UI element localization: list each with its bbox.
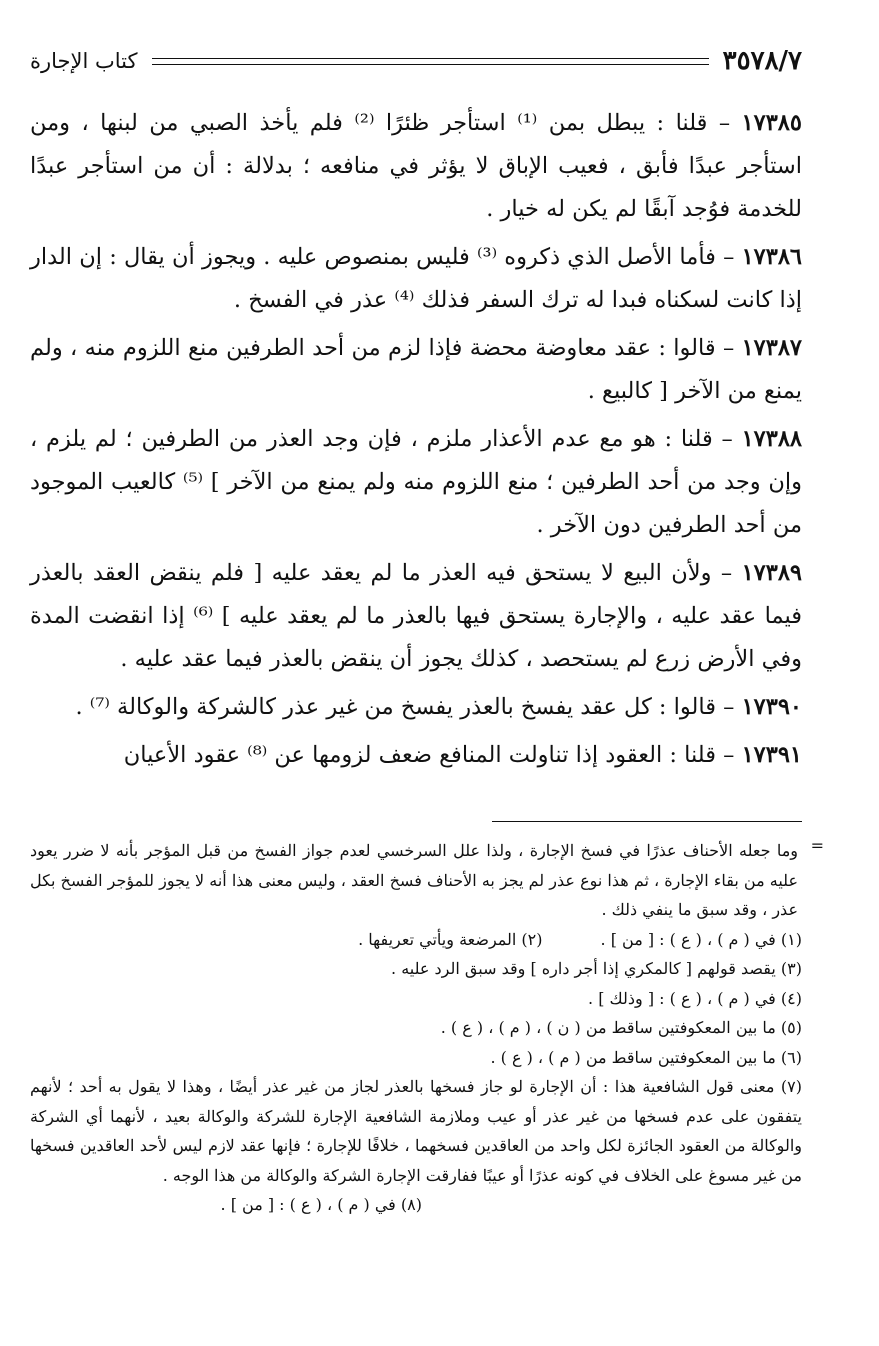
paragraph-number: ١٧٣٨٥ [741, 110, 802, 136]
paragraph-text: – قالوا : عقد معاوضة محضة فإذا لزم من أحد الطرفين منع اللزوم منه ، ولم يمنع من الآخر [ كالبيع . [30, 335, 802, 404]
paragraph-text: – قلنا : هو مع عدم الأعذار ملزم ، فإن وجد العذر من الطرفين ؛ لم يلزم ، وإن وجد من أحد الطرفين ؛ منع اللزوم منه ولم يمنع من الآخر ] ⁽⁵⁾ كالعيب الموجود من أحد الطرفين دون الآخر . [30, 426, 803, 538]
footnote-7: (٧) معنى قول الشافعية هذا : أن الإجارة لو جاز فسخها بالعذر لجاز من غير عذر أيضًا ، وهذا لا يقول به أحد ؛ لأنهم يتفقون على عدم فسخها من غير عذر أو عيب وملازمة الشافعية الإجارة للشركة والوكالة بعيد ، لأنهما أي الشركة والوكالة من العقود الجائزة لكل واحد من العاقدين فسخهما ، خلافًا للإجارة ؛ فإنها عقد لازم ليس لأحد العاقدين فسخها من غير مسوغ على الخلاف في كونه عذرًا أو عيبًا ففارقت الإجارة الشركة والوكالة من هذا الوجه . [30, 1077, 802, 1185]
paragraph-17388 [30, 418, 802, 547]
main-text [30, 102, 802, 777]
paragraph-number: ١٧٣٩١ [741, 742, 802, 768]
paragraph-17389 [30, 552, 802, 681]
continuation-mark: = [810, 836, 824, 855]
footnote-2: (٢) المرضعة ويأتي تعريفها . [358, 929, 543, 949]
page-number: ٣٥٧٨/٧ [722, 46, 802, 76]
footnote-5: (٥) ما بين المعكوفتين ساقط من ( ن ) ، ( م ) ، ( ع ) . [440, 1018, 802, 1037]
footnote-6: (٦) ما بين المعكوفتين ساقط من ( م ) ، ( ع ) . [490, 1047, 802, 1067]
paragraph-text: – قلنا : يبطل بمن ⁽¹⁾ استأجر ظئرًا ⁽²⁾ فلم يأخذ الصبي من لبنها ، ومن استأجر عبدًا فأبق ، فعيب الإباق لا يؤثر في منافعه ؛ بدلالة : أن من استأجر عبدًا للخدمة فوُجد آبقًا لم يكن له خيار . [30, 110, 802, 222]
paragraph-text: – قلنا : العقود إذا تناولت المنافع ضعف لزومها عن ⁽⁸⁾ عقود الأعيان [123, 742, 742, 768]
paragraph-17391 [30, 734, 802, 777]
footnote-1: (١) في ( م ) ، ( ع ) : [ من ] . [600, 929, 802, 949]
footnote-8: (٨) في ( م ) ، ( ع ) : [ من ] . [220, 1195, 422, 1214]
paragraph-17386 [30, 236, 802, 322]
paragraph-17390 [30, 686, 802, 729]
paragraph-number: ١٧٣٨٧ [741, 335, 802, 361]
paragraph-text: – فأما الأصل الذي ذكروه ⁽³⁾ فليس بمنصوص عليه . ويجوز أن يقال : إن الدار إذا كانت لسكناه فبدا له ترك السفر فذلك ⁽⁴⁾ عذر في الفسخ . [30, 244, 802, 313]
footnote-4: (٤) في ( م ) ، ( ع ) : [ وذلك ] . [588, 988, 802, 1008]
footnote-3: (٣) يقصد قولهم [ كالمكري إذا أجر داره ] وقد سبق الرد عليه . [391, 959, 802, 978]
paragraph-number: ١٧٣٨٨ [741, 426, 802, 452]
paragraph-17387 [30, 327, 802, 413]
paragraph-number: ١٧٣٨٩ [741, 560, 802, 586]
page-header [30, 38, 802, 84]
paragraph-number: ١٧٣٩٠ [741, 694, 802, 720]
footnote-continuation: وما جعله الأحناف عذرًا في فسخ الإجارة ، ولذا علل السرخسي لعدم جواز الفسخ من قبل المؤجر بأنه لا ضرر يعود عليه من بقاء الإجارة ، ثم هذا نوع عذر لم يجز به الأحناف فسخ العقد ، وليس معنى هذا أنه لا يجوز للمؤجر الفسخ بكل عذر ، وقد سبق ما ينفي ذلك . [30, 841, 798, 919]
paragraph-number: ١٧٣٨٦ [741, 244, 803, 270]
paragraph-17385 [30, 102, 802, 231]
paragraph-text: – قالوا : كل عقد يفسخ بالعذر يفسخ من غير عذر كالشركة والوكالة ⁽⁷⁾ . [75, 694, 742, 720]
footnote-row [30, 925, 802, 955]
paragraph-text: – ولأن البيع لا يستحق فيه العذر ما لم يعقد عليه [ فلم ينقض العقد بالعذر فيما عقد عليه ، والإجارة يستحق فيها بالعذر ما لم يعقد عليه ] ⁽⁶⁾ إذا انقضت المدة وفي الأرض زرع لم يستحصد ، كذلك يجوز أن ينقض بالعذر فيما عقد عليه . [30, 560, 803, 672]
footnotes [30, 836, 824, 1220]
book-page [30, 38, 824, 1220]
footnote-separator [492, 821, 802, 822]
header-rule [152, 58, 709, 65]
book-title: كتاب الإجارة [30, 49, 138, 73]
